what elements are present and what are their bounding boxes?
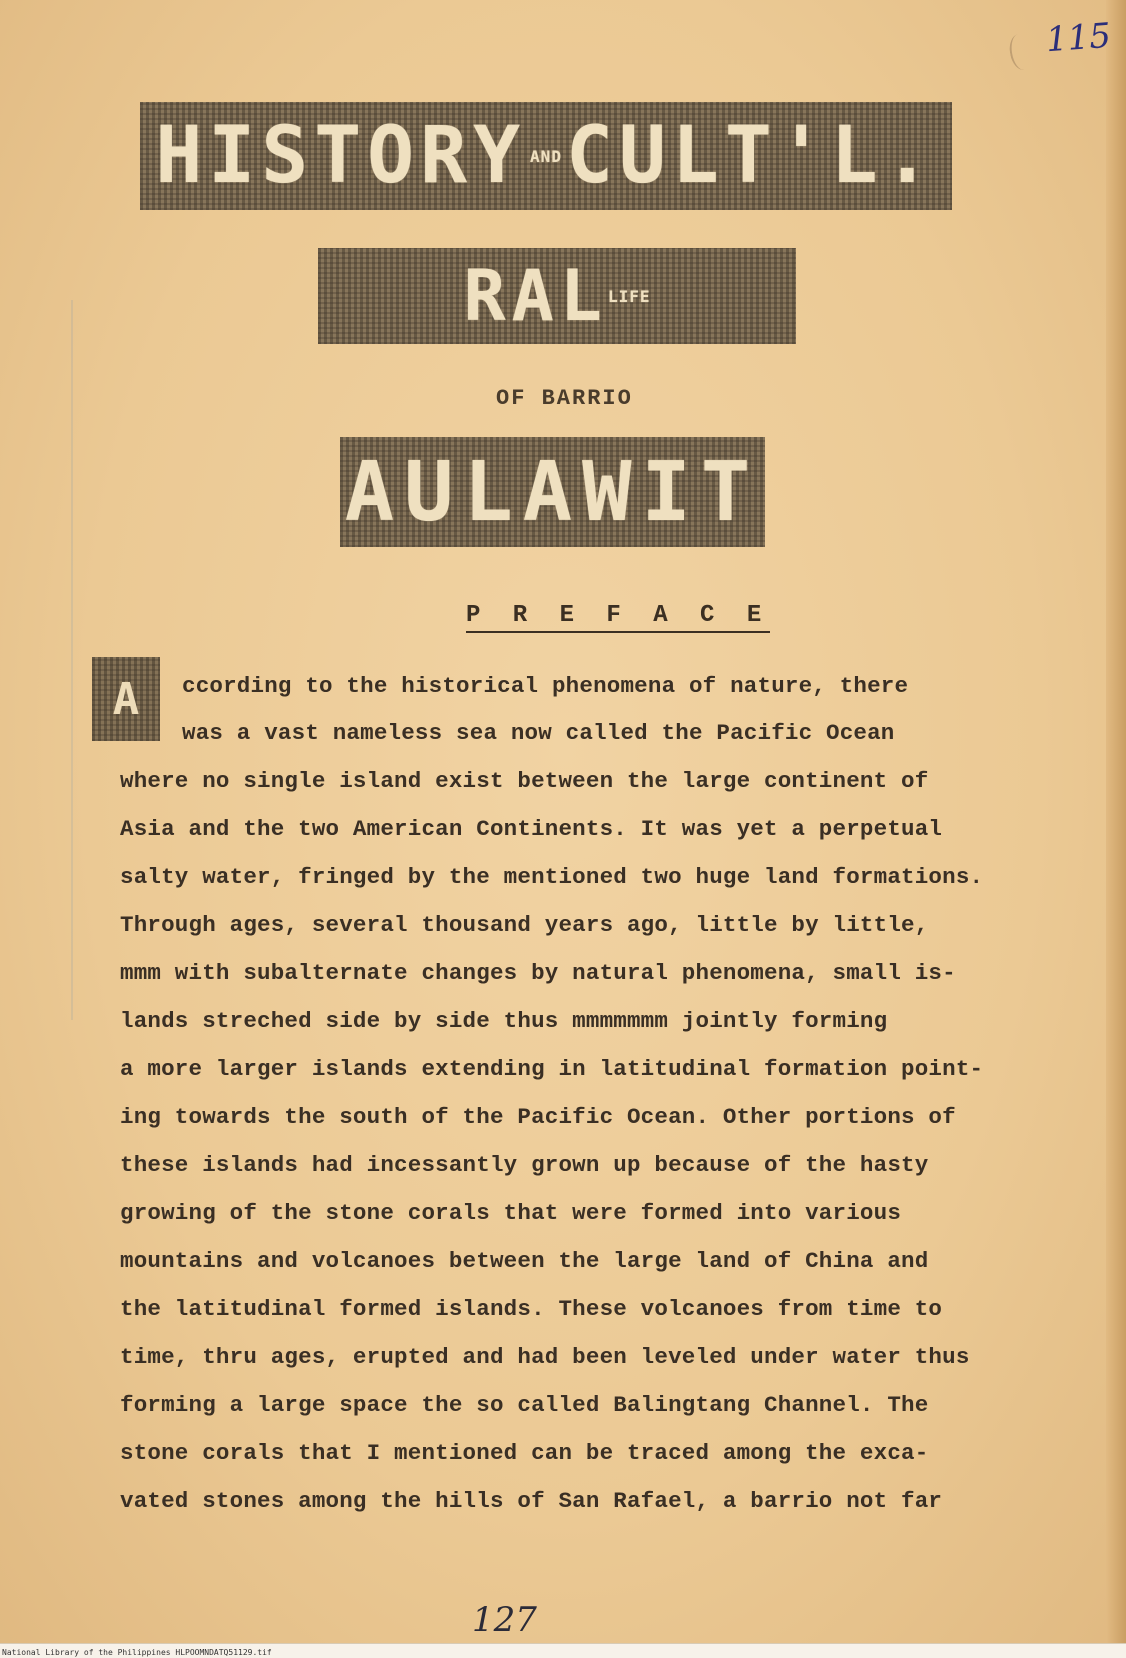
body-line: vated stones among the hills of San Rafael, a barrio not far [120,1488,943,1514]
margin-rule [71,300,73,1020]
title-block-history-cultural [140,102,952,210]
body-line: ccording to the historical phenomena of nature, there [182,673,909,699]
scan-footer-text: National Library of the Philippines HLPOOMNDATQ51129.tif [2,1648,272,1657]
body-line: where no single island exist between the large continent of [120,768,929,794]
bleed-through-text [160,222,173,247]
body-line: mmm with subalternate changes by natural phenomena, small is- [120,960,956,986]
body-line: Through ages, several thousand years ago, little by little, [120,912,929,938]
body-line: ing towards the south of the Pacific Ocean. Other portions of [120,1104,956,1130]
body-line: these islands had incessantly grown up because of the hasty [120,1152,929,1178]
body-line: forming a large space the so called Balingtang Channel. The [120,1392,929,1418]
drop-cap: A [92,657,160,741]
body-line: the latitudinal formed islands. These volcanoes from time to [120,1296,943,1322]
title-block-ral-life [318,248,796,344]
body-line: Asia and the two American Continents. It was yet a perpetual [120,816,943,842]
title-word-ral: RAL [463,255,608,337]
body-line: lands streched side by side thus mmmmmmm jointly forming [120,1008,888,1034]
body-line: a more larger islands extending in latitudinal formation point- [120,1056,984,1082]
body-line: time, thru ages, erupted and had been leveled under water thus [120,1344,970,1370]
body-line: growing of the stone corals that were formed into various [120,1200,902,1226]
title-word-life: LIFE [607,286,651,306]
body-line: stone corals that I mentioned can be traced among the exca- [120,1440,929,1466]
page-edge-shadow [1106,0,1126,1658]
body-line: was a vast nameless sea now called the Pacific Ocean [182,720,895,746]
title-block-barrio-name: AULAWIT [340,437,765,547]
title-word-and: AND [530,146,562,166]
handwritten-bottom-number: 127 [472,1600,537,1640]
title-word-history: HISTORY [155,111,527,201]
preface-heading: P R E F A C E [466,602,770,633]
body-line: mountains and volcanoes between the large land of China and [120,1248,929,1274]
scan-footer-strip [0,1643,1126,1658]
body-line: salty water, fringed by the mentioned two huge land formations. [120,864,984,890]
title-word-cultural: CULT'L. [565,111,937,201]
page-number: 115 [1044,15,1113,61]
subtitle-of-barrio: OF BARRIO [496,386,633,411]
